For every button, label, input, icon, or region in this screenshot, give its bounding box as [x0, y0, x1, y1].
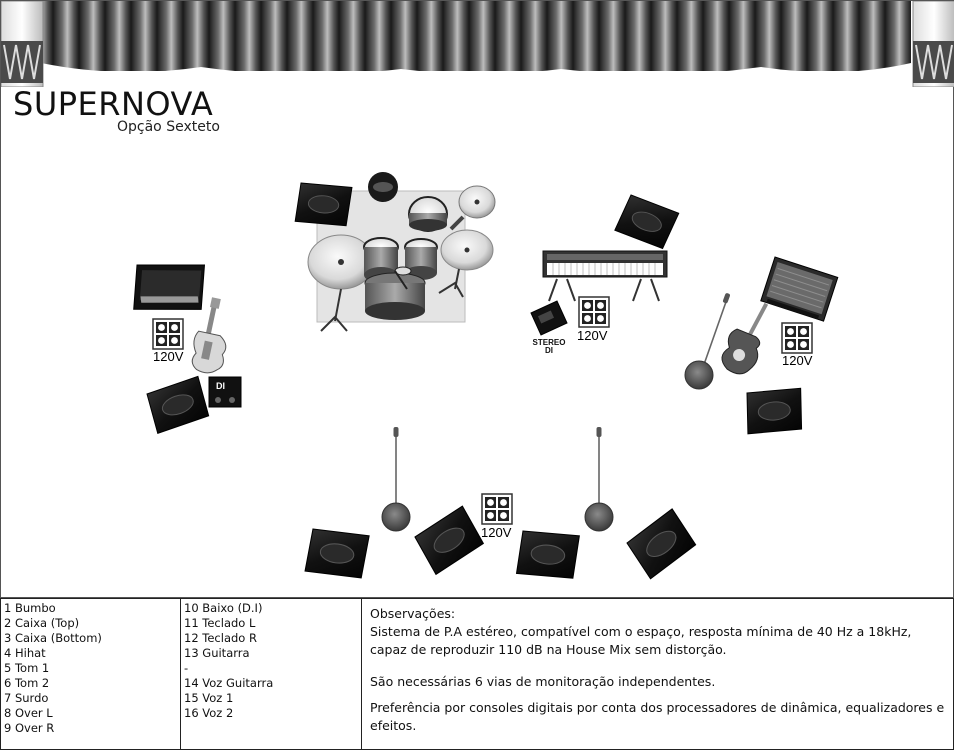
stereo-di-label: [531, 339, 567, 355]
outlet-right-voltage: 120V: [782, 353, 813, 368]
input-list-column-1: [0, 598, 181, 750]
power-outlet-icon: [782, 323, 812, 353]
input-list-footer: [0, 598, 954, 751]
channel-item: 8 Over L: [4, 706, 53, 720]
channel-item: 7 Surdo: [4, 691, 49, 705]
channel-item: 9 Over R: [4, 721, 55, 735]
channel-item: 10 Baixo (D.I): [184, 601, 263, 615]
amplifier-icon: [761, 257, 838, 321]
keyboard-icon: [543, 251, 667, 301]
channel-item: 5 Tom 1: [4, 661, 50, 675]
power-outlet-icon: [153, 319, 183, 349]
channel-item: 4 Hihat: [4, 646, 46, 660]
band-title: SUPERNOVA: [13, 85, 214, 123]
channel-item: -: [184, 661, 189, 675]
lineup-subtitle: Opção Sexteto: [117, 119, 220, 135]
amplifier-icon: [128, 251, 210, 323]
notes-panel: [361, 598, 954, 750]
stage-layout: [1, 1, 954, 599]
notes-console-preference: Preferência por consoles digitais por conta dos processadores de dinâmica, equalizadores e efeitos.: [370, 700, 945, 733]
power-outlet-icon: [579, 297, 609, 327]
stereo-di-label-line2: DI: [545, 346, 553, 355]
channel-item: 6 Tom 2: [4, 676, 50, 690]
input-list-column-2: [180, 598, 362, 750]
channel-item: 11 Teclado L: [184, 616, 256, 630]
outlet-front-voltage: 120V: [481, 525, 512, 540]
channel-item: 16 Voz 2: [184, 706, 234, 720]
guitar-icon: [715, 296, 782, 380]
mic-stand-icon: [382, 427, 410, 531]
stereo-di-label-line1: STEREO: [532, 338, 566, 347]
notes-pa-requirements: Sistema de P.A estéreo, compatível com o espaço, resposta mínima de 40 Hz a 18kHz, capaz de reproduzir 110 dB na House Mix sem distorção.: [370, 624, 912, 657]
channel-item: 15 Voz 1: [184, 691, 234, 705]
channel-item: 13 Guitarra: [184, 646, 250, 660]
channel-item: 1 Bumbo: [4, 601, 56, 615]
power-outlet-icon: [482, 494, 512, 524]
mic-stand-icon: [585, 427, 613, 531]
channel-item: 12 Teclado R: [184, 631, 257, 645]
mic-stand-icon: [685, 293, 731, 389]
channel-item: 3 Caixa (Bottom): [4, 631, 102, 645]
channel-item: 2 Caixa (Top): [4, 616, 80, 630]
stereo-di-box: [531, 301, 567, 335]
outlet-left-voltage: 120V: [153, 349, 184, 364]
bass-di-box: [209, 377, 241, 407]
notes-monitor-requirements: São necessárias 6 vias de monitoração independentes.: [370, 674, 716, 689]
bass-di-label: DI: [216, 381, 225, 391]
notes-heading: Observações:: [370, 606, 456, 621]
outlet-keys-voltage: 120V: [577, 328, 608, 343]
channel-item: 14 Voz Guitarra: [184, 676, 274, 690]
